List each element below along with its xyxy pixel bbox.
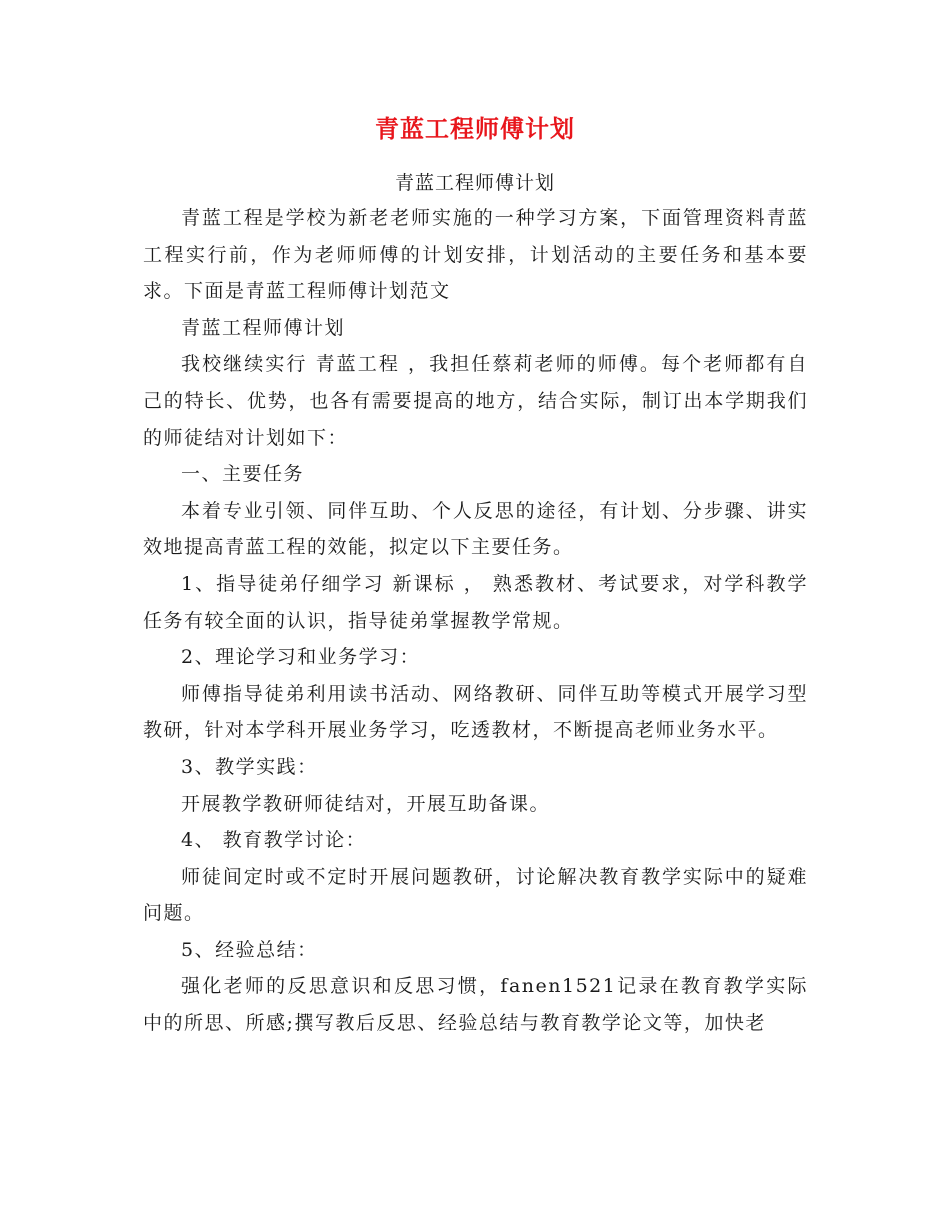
body-paragraph: 本着专业引领、同伴互助、个人反思的途径，有计划、分步骤、讲实效地提高青蓝工程的效能，拟定以下主要任务。 <box>143 499 808 559</box>
list-item-4-heading: 4、 教育教学讨论： <box>181 829 367 852</box>
body-paragraph: 我校继续实行 青蓝工程 ，我担任蔡莉老师的师傅。每个老师都有自己的特长、优势，也各有需要提高的地方，结合实际，制订出本学期我们的师徒结对计划如下： <box>143 353 808 449</box>
list-item-1: 1、指导徒弟仔细学习 新课标 ， 熟悉教材、考试要求，对学科教学任务有较全面的认识，指导徒弟掌握教学常规。 <box>143 572 808 632</box>
body-paragraph: 师傅指导徒弟利用读书活动、网络教研、同伴互助等模式开展学习型教研，针对本学科开展业务学习，吃透教材，不断提高老师业务水平。 <box>143 682 808 742</box>
body-paragraph: 强化老师的反思意识和反思习惯，fanen1521记录在教育教学实际中的所思、所感;撰写教后反思、经验总结与教育教学论文等，加快老 <box>143 975 808 1035</box>
document-title: 青蓝工程师傅计划 <box>375 114 575 143</box>
body-paragraph: 开展教学教研师徒结对，开展互助备课。 <box>181 792 551 815</box>
section-heading-plan: 青蓝工程师傅计划 <box>181 316 346 339</box>
document-subtitle: 青蓝工程师傅计划 <box>394 172 555 194</box>
list-item-2-heading: 2、理论学习和业务学习： <box>181 646 421 669</box>
list-item-3-heading: 3、教学实践： <box>181 755 318 778</box>
section-heading-main-tasks: 一、主要任务 <box>181 463 305 486</box>
document-body <box>143 200 808 1042</box>
intro-paragraph: 青蓝工程是学校为新老老师实施的一种学习方案，下面管理资料青蓝工程实行前，作为老师师傅的计划安排，计划活动的主要任务和基本要求。下面是青蓝工程师傅计划范文 <box>143 207 808 303</box>
body-paragraph: 师徒间定时或不定时开展问题教研，讨论解决教育教学实际中的疑难问题。 <box>143 865 808 925</box>
list-item-5-heading: 5、经验总结： <box>181 938 318 961</box>
